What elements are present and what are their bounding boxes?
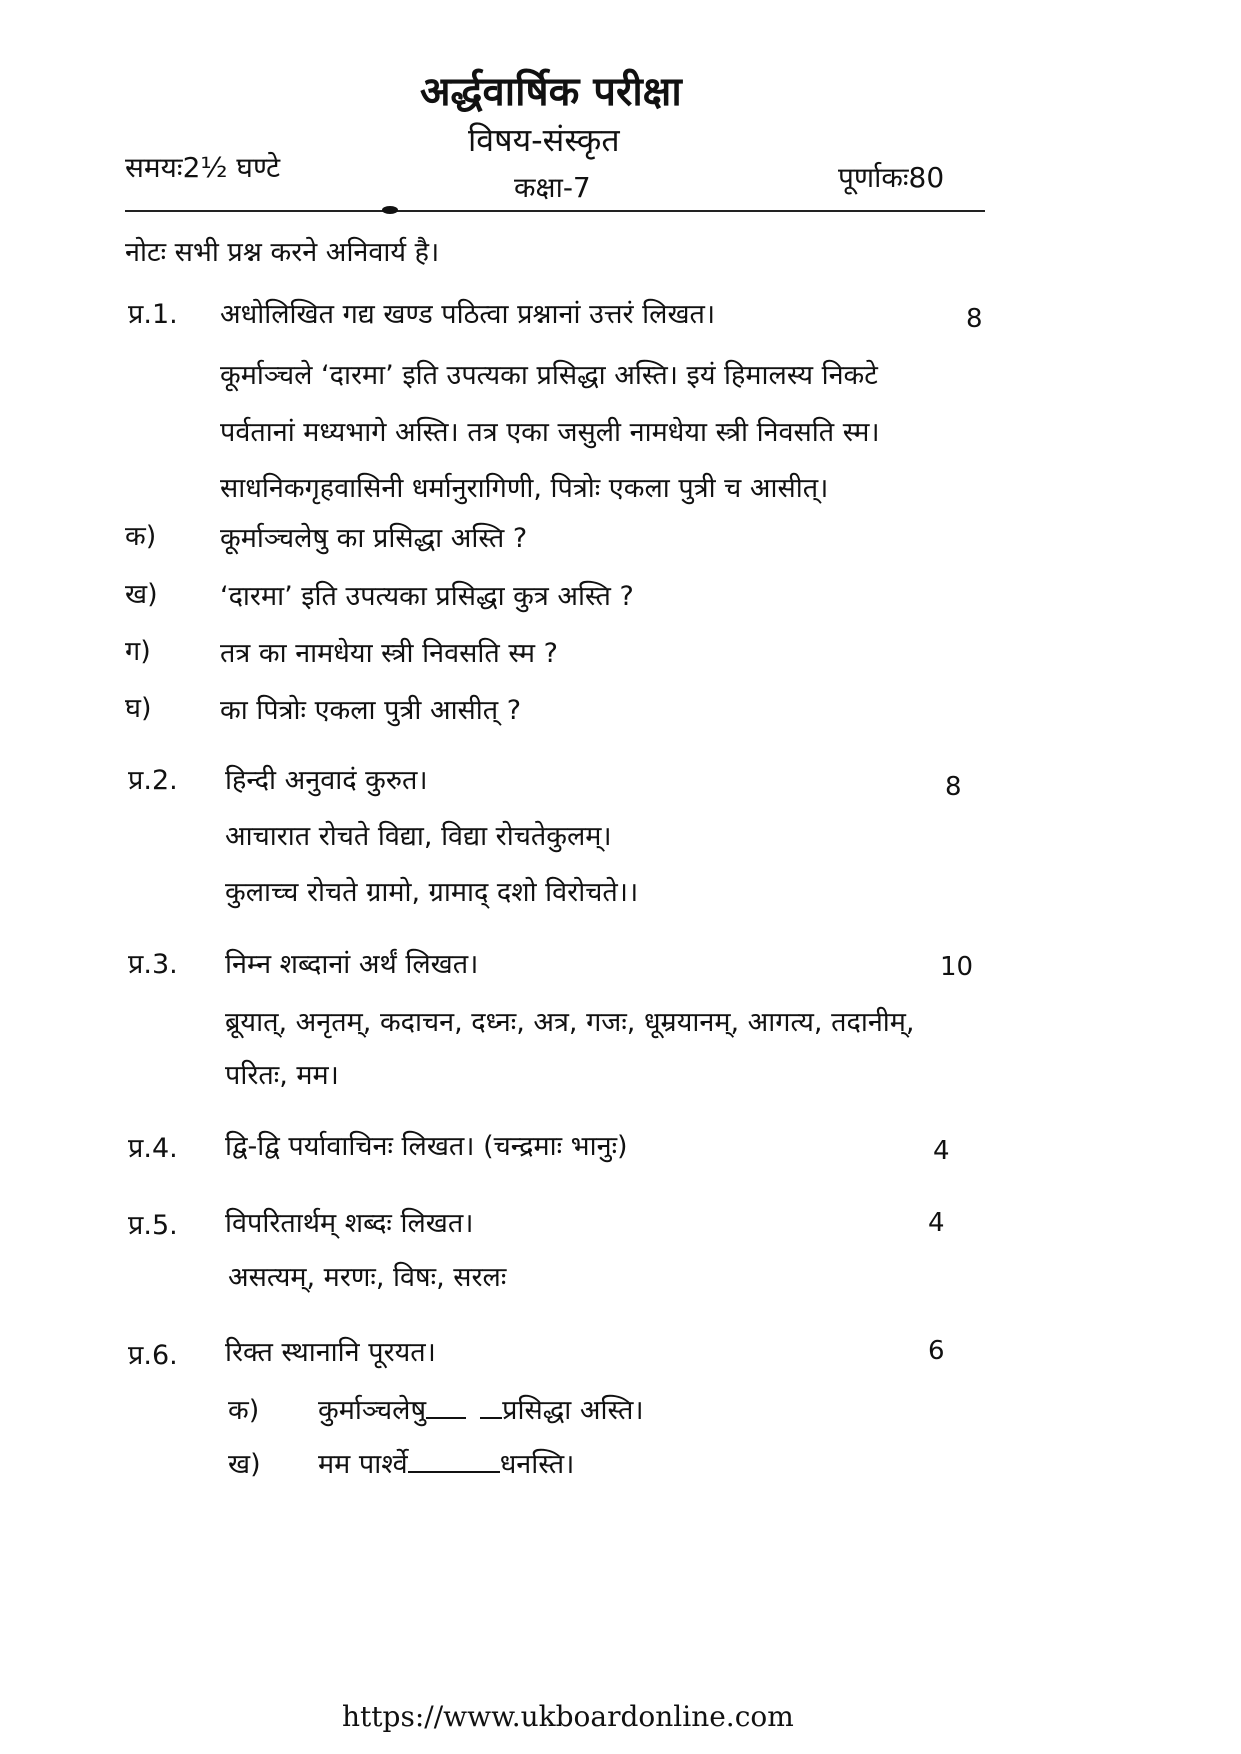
divider-dot (382, 206, 398, 214)
q1-sub-question: कूर्माञ्चलेषु का प्रसिद्धा अस्ति ? (220, 523, 528, 554)
q6-fill-after: धनस्ति। (499, 1449, 575, 1480)
q3-number: प्र.3. (128, 949, 178, 980)
q1-sub-question: का पित्रोः एकला पुत्री आसीत् ? (220, 695, 522, 726)
q1-passage-line: साधनिकगृहवासिनी धर्मानुरागिणी, पित्रोः एकला पुत्री च आसीत्। (220, 473, 829, 504)
q1-marks: 8 (966, 304, 983, 334)
q6-marks: 6 (928, 1336, 945, 1366)
q6-fill-before: कुर्माञ्चलेषु (318, 1395, 427, 1426)
q5-instruction: विपरितार्थम् शब्दः लिखत। (225, 1208, 474, 1239)
q5-words-line: असत्यम्, मरणः, विषः, सरलः (228, 1262, 507, 1293)
q1-sub-label: घ) (125, 693, 152, 724)
time-label: समयः2½ घण्टे (125, 151, 281, 184)
q1-sub-question: तत्र का नामधेया स्त्री निवसति स्म ? (220, 638, 558, 669)
q6-sub-label: क) (228, 1395, 260, 1426)
class-label: कक्षा-7 (514, 171, 591, 204)
q1-passage-line: कूर्माञ्चले ‘दारमा’ इति उपत्यका प्रसिद्धा अस्ति। इयं हिमालस्य निकटे (220, 360, 878, 391)
q3-marks: 10 (940, 952, 974, 982)
q1-sub-label: ख) (125, 579, 158, 610)
q3-words-line: परितः, मम। (225, 1060, 339, 1091)
answer-blank (408, 1471, 500, 1473)
full-marks-label: पूर्णाकः80 (838, 161, 945, 194)
q6-fill-before: मम पार्श्वे (318, 1449, 408, 1480)
q2-marks: 8 (945, 772, 962, 802)
q1-number: प्र.1. (128, 299, 178, 330)
q2-instruction: हिन्दी अनुवादं कुरुत। (225, 765, 428, 796)
q4-instruction: द्वि-द्वि पर्यावाचिनः लिखत। (चन्द्रमाः भानुः) (225, 1131, 628, 1162)
q4-number: प्र.4. (128, 1133, 178, 1164)
q1-sub-label: क) (125, 521, 157, 552)
q2-number: प्र.2. (128, 765, 178, 796)
q6-number: प्र.6. (128, 1340, 178, 1371)
q6-fill-after: प्रसिद्धा अस्ति। (502, 1395, 644, 1426)
q6-sub-label: ख) (228, 1449, 261, 1480)
footer-url[interactable]: https://www.ukboardonline.com (342, 1700, 794, 1733)
q2-verse-line: आचारात रोचते विद्या, विद्या रोचतेकुलम्। (225, 821, 612, 852)
answer-blank (426, 1417, 466, 1419)
q6-fill-blank (318, 1390, 644, 1427)
q1-passage-line: पर्वतानां मध्यभागे अस्ति। तत्र एका जसुली नामधेया स्त्री निवसति स्म। (220, 417, 880, 448)
header-divider (125, 210, 985, 212)
q1-instruction: अधोलिखित गद्य खण्ड पठित्वा प्रश्नानां उत्तरं लिखत। (220, 299, 716, 330)
q5-marks: 4 (928, 1208, 945, 1238)
q3-words-line: ब्रूयात्, अनृतम्, कदाचन, दध्नः, अत्र, गजः, धूम्रयानम्, आगत्य, तदानीम्, (225, 1007, 915, 1038)
answer-blank (480, 1417, 502, 1419)
subject-label: विषय-संस्कृत (468, 121, 620, 159)
q2-verse-line: कुलाच्च रोचते ग्रामो, ग्रामाद् दशो विरोचते।। (225, 877, 639, 908)
q6-fill-blank (318, 1444, 574, 1481)
q3-instruction: निम्न शब्दानां अर्थं लिखत। (225, 949, 479, 980)
exam-title: अर्द्धवार्षिक परीक्षा (420, 69, 682, 115)
q4-marks: 4 (933, 1136, 950, 1166)
q5-number: प्र.5. (128, 1210, 178, 1241)
q1-sub-question: ‘दारमा’ इति उपत्यका प्रसिद्धा कुत्र अस्ति ? (220, 581, 634, 612)
q6-instruction: रिक्त स्थानानि पूरयत। (225, 1337, 436, 1368)
q1-sub-label: ग) (125, 636, 151, 667)
note-text: नोटः सभी प्रश्न करने अनिवार्य है। (125, 237, 440, 268)
